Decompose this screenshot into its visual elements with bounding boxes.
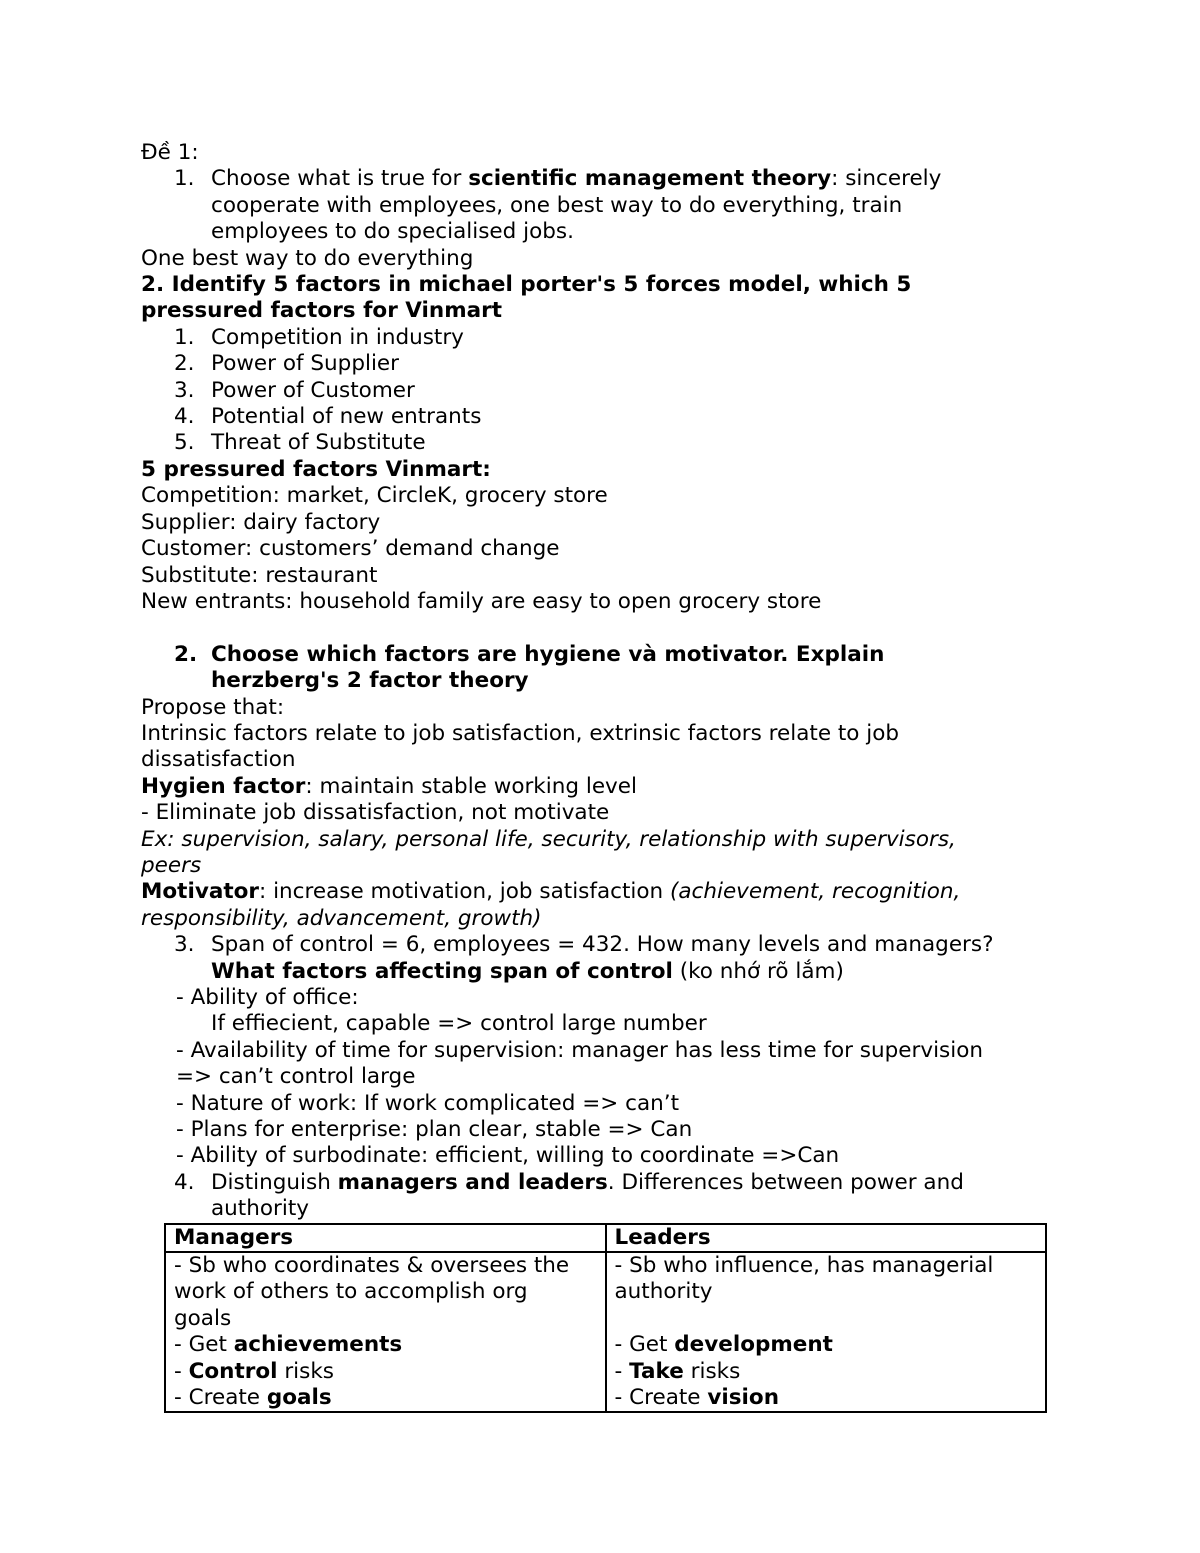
span-point: - Availability of time for supervision: manager has less time for supervision: [176, 1037, 983, 1063]
cell-spacer: [615, 1306, 1038, 1332]
cell-suffix: risks: [277, 1358, 334, 1384]
hygiene-text: : maintain stable working level: [305, 773, 637, 799]
list-number: 4.: [174, 404, 195, 430]
span-point: - Plans for enterprise: plan clear, stable => Can: [176, 1117, 693, 1143]
vinmart-heading: 5 pressured factors Vinmart:: [141, 456, 491, 482]
vinmart-line: Customer: customers’ demand change: [141, 536, 560, 562]
table-header-leaders: Leaders: [606, 1224, 1047, 1252]
document-page: [141, 140, 1061, 1413]
list-number: 5.: [174, 430, 195, 456]
leaders-cell: [606, 1252, 1047, 1412]
cell-line: - Sb who influence, has managerial: [614, 1253, 994, 1279]
motivator-label: Motivator: [141, 879, 259, 905]
q5-bold: managers and leaders: [337, 1169, 608, 1195]
vinmart-line: Competition: market, CircleK, grocery store: [141, 483, 608, 509]
question-herzberg: [141, 642, 1061, 695]
span-point: => can’t control large: [176, 1064, 416, 1090]
hygiene-label: Hygien factor: [141, 773, 306, 799]
list-item: [141, 351, 1061, 377]
hygiene-example: peers: [141, 852, 202, 878]
q3-heading: herzberg's 2 factor theory: [211, 668, 529, 694]
q5-line2: authority: [211, 1196, 309, 1222]
list-text: Competition in industry: [211, 324, 464, 350]
q1-suffix-line: cooperate with employees, one best way to do everything, train: [211, 192, 903, 218]
cell-bold: vision: [707, 1385, 780, 1411]
motivator-examples: responsibility, advancement, growth): [141, 905, 542, 931]
vinmart-line: New entrants: household family are easy to open grocery store: [141, 588, 822, 614]
q4-line: Span of control = 6, employees = 432. How many levels and managers?: [211, 932, 994, 958]
q2-heading: pressured factors for Vinmart: [141, 298, 503, 324]
question-1: [141, 166, 1061, 245]
propose-label: Propose that:: [141, 694, 285, 720]
motivator-text: : increase motivation, job satisfaction: [259, 879, 670, 905]
hygiene-line: [141, 774, 1061, 800]
span-point: - Ability of office:: [176, 984, 359, 1010]
vinmart-line: Substitute: restaurant: [141, 562, 378, 588]
managers-cell: [165, 1252, 606, 1412]
table-row: [165, 1252, 1046, 1412]
list-text: Power of Supplier: [211, 351, 399, 377]
list-number: 3.: [174, 377, 195, 403]
list-number: 2.: [174, 351, 195, 377]
intrinsic-line: dissatisfaction: [141, 747, 296, 773]
q2-heading: 2. Identify 5 factors in michael porter's 5 forces model, which 5: [141, 272, 912, 298]
list-text: Power of Customer: [211, 377, 415, 403]
managers-leaders-table: [164, 1223, 1047, 1414]
q1-suffix-line: : sincerely: [831, 166, 942, 192]
cell-prefix: - Create: [174, 1385, 267, 1411]
q1-suffix-line: employees to do specialised jobs.: [211, 219, 574, 245]
cell-bold: Take: [629, 1358, 684, 1384]
q4-bold: What factors affecting span of control: [211, 958, 673, 984]
q4-note: (ko nhớ rõ lắm): [672, 958, 844, 984]
vinmart-line: Supplier: dairy factory: [141, 509, 381, 535]
hygiene-point: - Eliminate job dissatisfaction, not motivate: [141, 800, 610, 826]
question-number: 4.: [174, 1169, 195, 1195]
question-span-of-control: [141, 932, 1061, 985]
hygiene-example: Ex: supervision, salary, personal life, security, relationship with supervisors,: [141, 826, 956, 852]
cell-suffix: risks: [683, 1358, 741, 1384]
cell-prefix: - Create: [614, 1385, 708, 1411]
list-number: 1.: [174, 324, 195, 350]
list-text: Potential of new entrants: [211, 404, 482, 430]
porter-forces-list: [141, 325, 1061, 457]
cell-bold: goals: [266, 1385, 332, 1411]
motivator-line: [141, 879, 1061, 905]
q1-answer: One best way to do everything: [141, 245, 474, 271]
cell-bold: Control: [188, 1358, 278, 1384]
q5-prefix: Distinguish: [211, 1169, 338, 1195]
exam-title: Đề 1:: [141, 140, 199, 165]
cell-bold: development: [674, 1332, 833, 1358]
cell-bold: achievements: [233, 1332, 403, 1358]
list-item: [141, 430, 1061, 456]
span-point: - Ability of surbodinate: efficient, willing to coordinate =>Can: [176, 1143, 840, 1169]
list-item: [141, 404, 1061, 430]
spacer: [141, 615, 1061, 641]
list-item: [141, 325, 1061, 351]
question-number: 2.: [174, 641, 198, 667]
cell-prefix: -: [614, 1358, 630, 1384]
cell-prefix: - Get: [174, 1332, 234, 1358]
span-point: - Nature of work: If work complicated => can’t: [176, 1090, 680, 1116]
motivator-examples: (achievement, recognition,: [669, 879, 961, 905]
cell-prefix: -: [174, 1358, 189, 1384]
list-item: [141, 378, 1061, 404]
q3-heading: Choose which factors are hygiene và motivator. Explain: [211, 641, 885, 667]
cell-line: - Sb who coordinates & oversees the: [174, 1253, 570, 1279]
table-header-row: [165, 1224, 1046, 1252]
cell-line: goals: [174, 1305, 232, 1331]
cell-prefix: - Get: [614, 1332, 675, 1358]
question-number: 3.: [174, 932, 195, 958]
q1-bold-term: scientific management theory: [468, 166, 832, 192]
question-number: 1.: [174, 166, 195, 192]
question-managers-leaders: [141, 1170, 1061, 1223]
cell-line: authority: [614, 1279, 713, 1305]
q1-prefix: Choose what is true for: [211, 166, 469, 192]
table-header-managers: Managers: [165, 1224, 606, 1252]
cell-line: work of others to accomplish org: [174, 1279, 528, 1305]
span-point: If effiecient, capable => control large number: [211, 1011, 707, 1037]
q5-suffix: . Differences between power and: [607, 1169, 964, 1195]
list-text: Threat of Substitute: [211, 430, 426, 456]
intrinsic-line: Intrinsic factors relate to job satisfaction, extrinsic factors relate to job: [141, 720, 900, 746]
